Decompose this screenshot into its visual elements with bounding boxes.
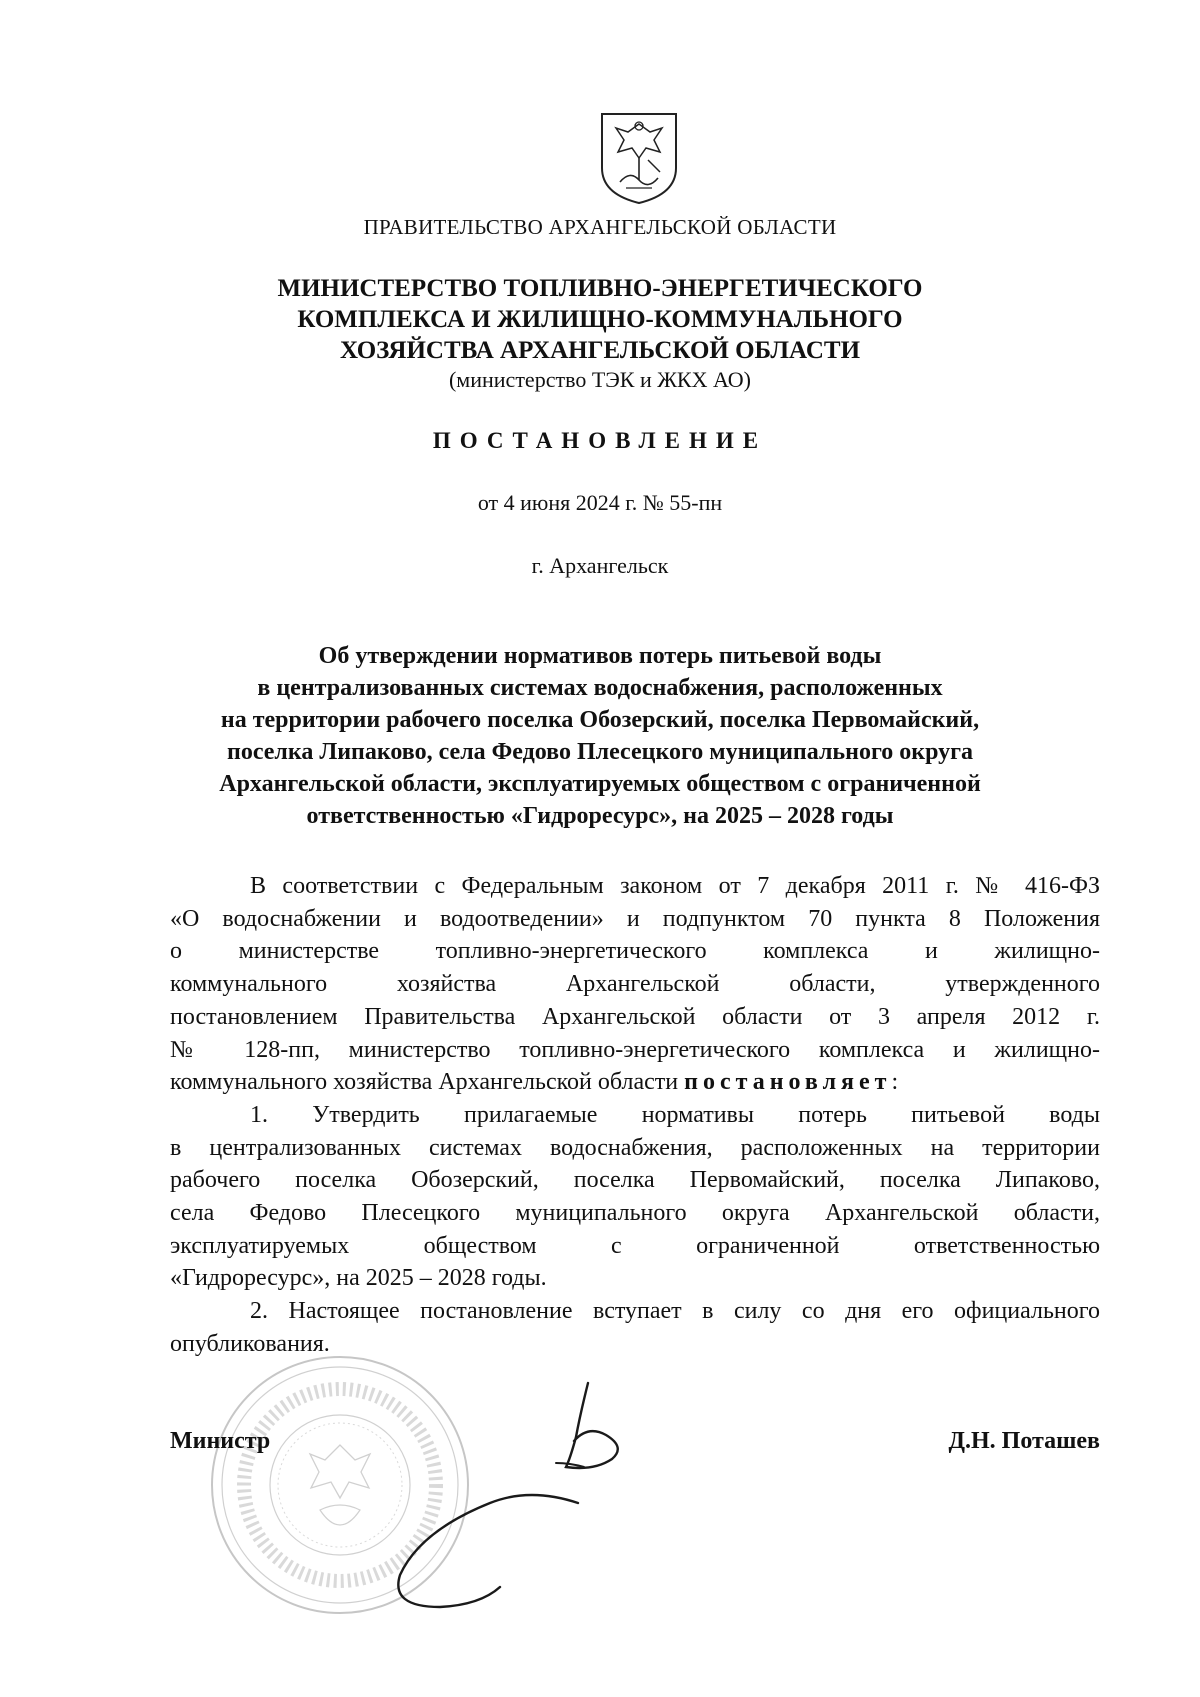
document-place: г. Архангельск	[531, 553, 669, 578]
preamble-text: коммунального хозяйства Архангельской области	[170, 1069, 685, 1096]
item1-line: села Федово Плесецкого муниципального округа Архангельской области,	[170, 1200, 1100, 1227]
item1-line: рабочего поселка Обозерский, поселка Первомайский, поселка Липаково,	[170, 1167, 1100, 1194]
subject-line: поселка Липаково, села Федово Плесецкого муниципального округа	[226, 739, 973, 765]
subject-line: в централизованных системах водоснабжения, расположенных	[257, 675, 943, 701]
preamble-line: В соответствии с Федеральным законом от 7 декабря 2011 г. № 416-ФЗ	[250, 873, 1100, 899]
decree-colon: :	[891, 1069, 899, 1096]
item1-line: 1. Утвердить прилагаемые нормативы потерь питьевой воды	[250, 1101, 1100, 1128]
preamble-line: «О водоснабжении и водоотведении» и подпунктом 70 пункта 8 Положения	[170, 905, 1100, 932]
item1-line: в централизованных системах водоснабжения, расположенных на территории	[170, 1134, 1100, 1161]
item2-line: 2. Настоящее постановление вступает в силу со дня его официального	[250, 1298, 1100, 1325]
government-name: ПРАВИТЕЛЬСТВО АРХАНГЕЛЬСКОЙ ОБЛАСТИ	[363, 215, 837, 239]
ministry-line: ХОЗЯЙСТВА АРХАНГЕЛЬСКОЙ ОБЛАСТИ	[339, 337, 861, 364]
item2-last-line: опубликования.	[170, 1330, 330, 1357]
preamble-line: постановлением Правительства Архангельской области от 3 апреля 2012 г.	[170, 1003, 1100, 1030]
preamble-line: № 128-пп, министерство топливно-энергетического комплекса и жилищно-	[170, 1036, 1100, 1063]
preamble-line: коммунального хозяйства Архангельской области, утвержденного	[170, 971, 1100, 998]
ministry-name	[0, 273, 1200, 366]
signatory-name: Д.Н. Поташев	[948, 1428, 1100, 1454]
document-body	[170, 870, 1100, 1361]
decree-word: постановляет	[684, 1069, 892, 1096]
ministry-abbreviation: (министерство ТЭК и ЖКХ АО)	[448, 367, 752, 392]
subject-line: Архангельской области, эксплуатируемых обществом с ограниченной	[219, 771, 981, 797]
signatory-title: Министр	[170, 1428, 271, 1454]
preamble-last-line	[170, 1066, 1100, 1099]
preamble-line: о министерстве топливно-энергетического комплекса и жилищно-	[170, 938, 1100, 965]
coat-of-arms-icon	[598, 110, 680, 206]
ministry-line: МИНИСТЕРСТВО ТОПЛИВНО-ЭНЕРГЕТИЧЕСКОГО	[277, 275, 923, 302]
subject-line: ответственностью «Гидроресурс», на 2025 – 2028 годы	[306, 803, 894, 829]
handwritten-signature	[380, 1375, 680, 1615]
subject-line: Об утверждении нормативов потерь питьевой воды	[318, 643, 882, 669]
ministry-line: КОМПЛЕКСА И ЖИЛИЩНО-КОММУНАЛЬНОГО	[297, 306, 903, 333]
document-type: ПОСТАНОВЛЕНИЕ	[432, 428, 768, 453]
subject-line: на территории рабочего поселка Обозерский, поселка Первомайский,	[220, 707, 980, 733]
document-date-number: от 4 июня 2024 г. № 55-пн	[477, 490, 723, 515]
item1-line: эксплуатируемых обществом с ограниченной ответственностью	[170, 1232, 1100, 1259]
document-subject	[150, 640, 1050, 832]
item1-last-line: «Гидроресурс», на 2025 – 2028 годы.	[170, 1265, 547, 1292]
